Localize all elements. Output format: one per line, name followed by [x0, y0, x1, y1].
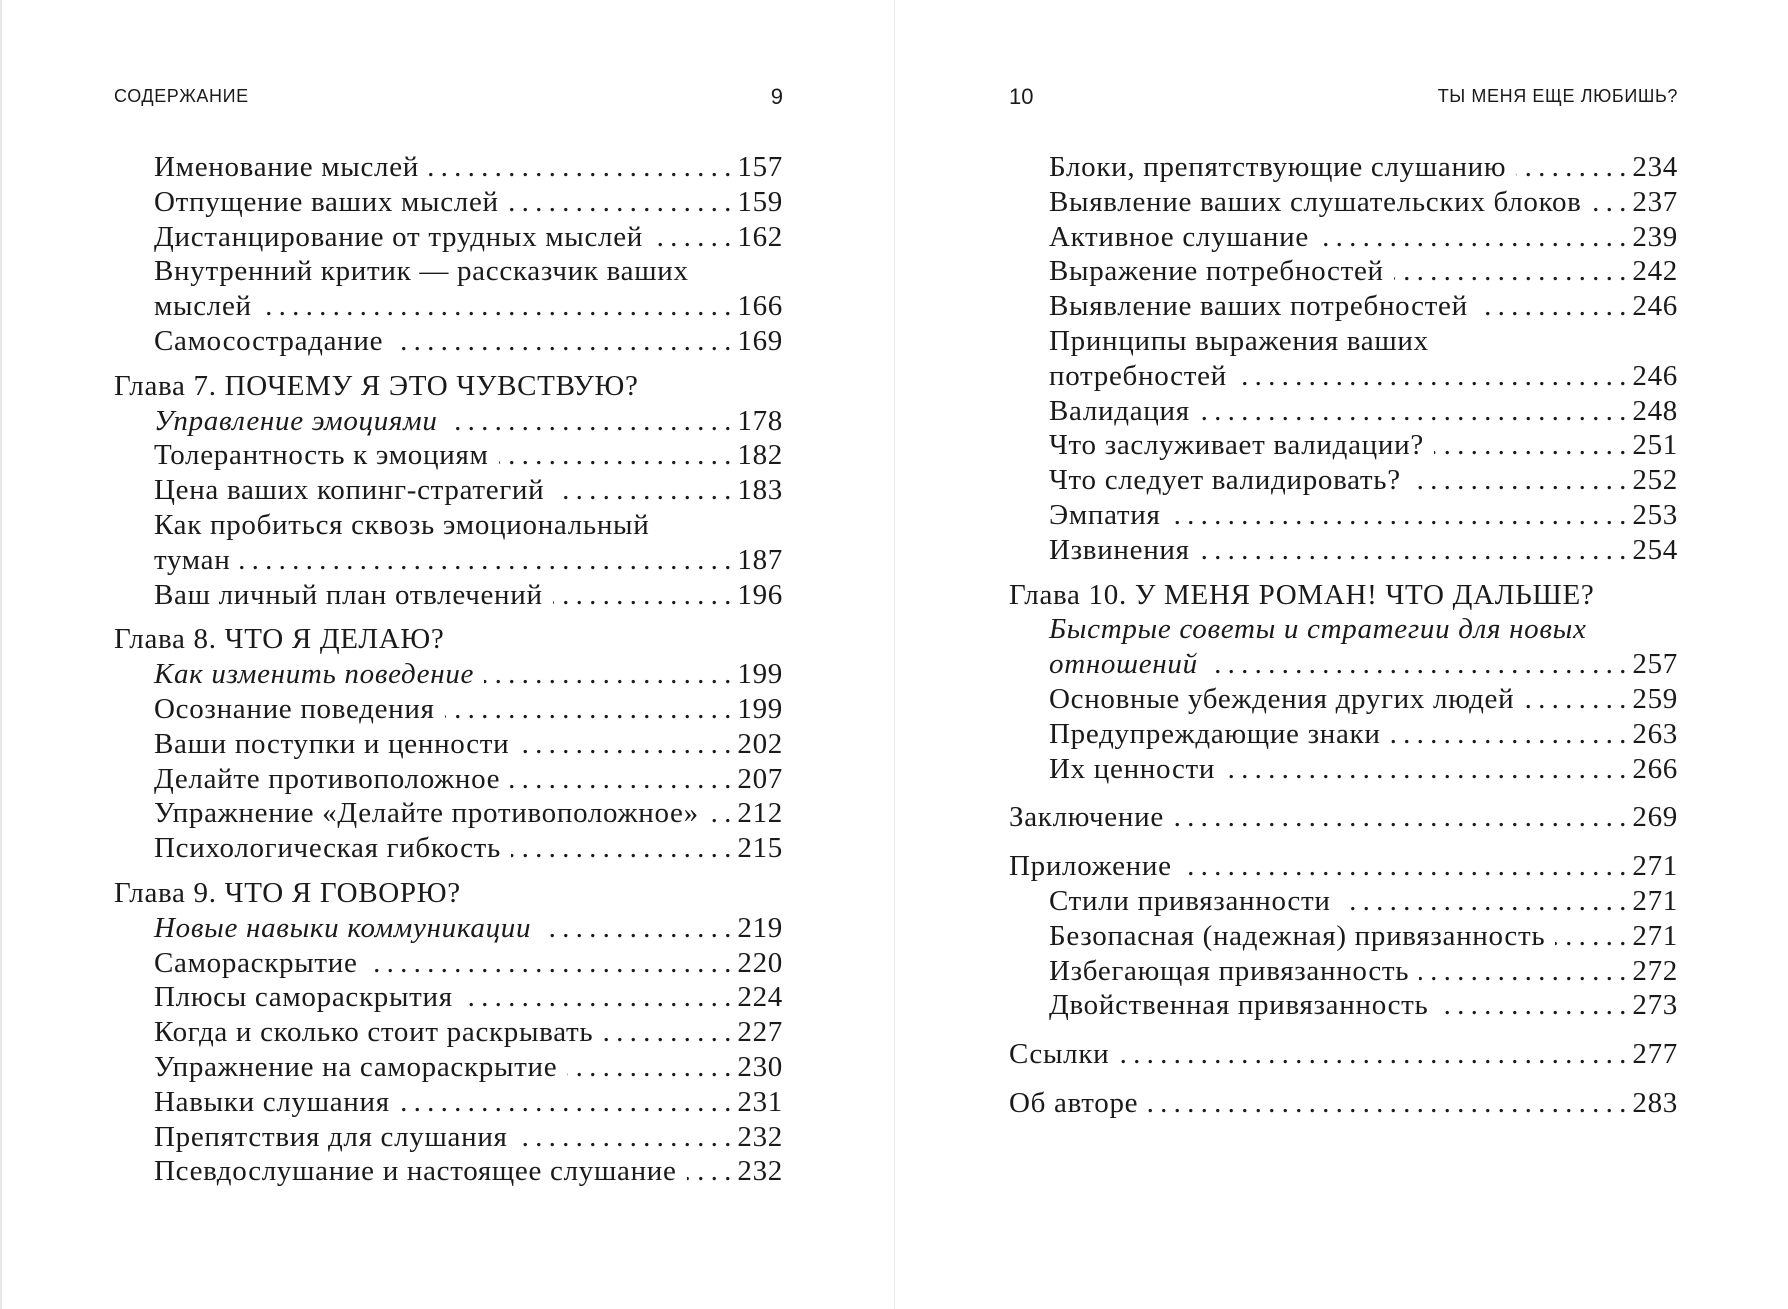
dot-leader — [1171, 498, 1627, 533]
entry-title: Псевдослушание и настоящее слушание — [154, 1155, 677, 1188]
entry-title: Новые навыки коммуникации — [154, 911, 532, 944]
dot-leader — [509, 185, 732, 220]
dot-leader — [445, 692, 732, 727]
dot-leader — [1200, 533, 1627, 568]
toc-section-entry — [114, 1085, 783, 1120]
toc-section-entry — [114, 692, 783, 727]
entry-title: Что заслуживает валидации? — [1049, 429, 1424, 462]
dot-leader — [1419, 954, 1626, 989]
entry-page-number: 266 — [1632, 752, 1678, 785]
dot-leader — [499, 438, 732, 473]
entry-page-number: 271 — [1632, 850, 1678, 883]
toc-chapter-entry — [1009, 800, 1678, 835]
right-page — [895, 0, 1788, 1309]
entry-title: Препятствия для слушания — [154, 1120, 508, 1153]
toc-chapter-entry — [114, 876, 783, 911]
dot-leader — [1592, 185, 1627, 220]
dot-leader — [1524, 682, 1626, 717]
entry-title: Глава 8. ЧТО Я ДЕЛАЮ? — [114, 623, 445, 656]
entry-title: Когда и сколько стоит раскрывать — [154, 1016, 594, 1049]
entry-title: потребностей — [1049, 359, 1227, 392]
entry-page-number: 234 — [1632, 151, 1678, 183]
entry-page-number: 166 — [737, 290, 783, 323]
entry-page-number: 259 — [1632, 682, 1678, 715]
toc-section-entry — [114, 404, 783, 439]
entry-title: Самораскрытие — [154, 946, 358, 979]
entry-title: Плюсы самораскрытия — [154, 981, 453, 1014]
dot-leader — [1434, 428, 1626, 463]
dot-leader — [1174, 800, 1627, 835]
toc-section-entry — [1009, 919, 1678, 954]
toc-section-entry — [114, 657, 783, 692]
entry-page-number: 232 — [737, 1155, 783, 1188]
dot-leader — [1341, 884, 1627, 919]
dot-leader — [519, 727, 731, 762]
entry-title: Ваши поступки и ценности — [154, 727, 510, 760]
toc-section-entry — [114, 980, 783, 1015]
toc-section-entry — [114, 796, 783, 831]
toc-section-entry — [1009, 289, 1678, 324]
running-head: ТЫ МЕНЯ ЕЩЕ ЛЮБИШЬ? — [1437, 86, 1678, 106]
toc-section-entry — [114, 1050, 783, 1085]
dot-leader — [518, 1120, 732, 1155]
running-head: СОДЕРЖАНИЕ — [114, 86, 249, 106]
entry-page-number: 252 — [1632, 464, 1678, 497]
dot-leader — [653, 220, 731, 255]
toc-section-entry — [1009, 752, 1678, 787]
entry-title: Как пробиться сквозь эмоциональный — [154, 508, 650, 541]
toc-section-entry — [1009, 498, 1678, 533]
dot-leader — [1478, 289, 1627, 324]
entry-page-number: 246 — [1632, 290, 1678, 323]
entry-title: Быстрые советы и стратегии для новых — [1049, 613, 1587, 646]
toc-section-entry — [114, 185, 783, 220]
entry-page-number: 215 — [737, 832, 783, 865]
dot-leader — [553, 578, 732, 613]
dot-leader — [1200, 394, 1627, 429]
entry-page-number: 162 — [737, 220, 783, 253]
entry-title: Делайте противоположное — [154, 762, 501, 795]
entry-title: Выявление ваших потребностей — [1049, 290, 1468, 323]
table-of-contents — [1009, 150, 1678, 1121]
entry-title: Ваш личный план отвлечений — [154, 578, 543, 611]
entry-title: Валидация — [1049, 394, 1190, 427]
entry-page-number: 230 — [737, 1050, 783, 1083]
entry-page-number: 224 — [737, 981, 783, 1014]
entry-title: Ссылки — [1009, 1038, 1110, 1071]
toc-section-entry — [114, 727, 783, 762]
entry-page-number: 251 — [1632, 429, 1678, 462]
dot-leader — [510, 762, 731, 797]
entry-page-number: 231 — [737, 1085, 783, 1118]
toc-section-entry — [1009, 884, 1678, 919]
entry-title: Самосострадание — [154, 324, 384, 357]
dot-leader — [484, 657, 731, 692]
toc-section-entry — [1009, 220, 1678, 255]
toc-chapter-entry — [1009, 578, 1678, 613]
entry-page-number: 271 — [1632, 884, 1678, 917]
toc-section-entry — [1009, 394, 1678, 429]
entry-page-number: 187 — [737, 543, 783, 576]
entry-page-number: 202 — [737, 727, 783, 760]
toc-section-entry — [1009, 463, 1678, 498]
entry-title: Стили привязанности — [1049, 884, 1331, 917]
entry-title: Глава 7. ПОЧЕМУ Я ЭТО ЧУВСТВУЮ? — [114, 369, 639, 402]
entry-page-number: 271 — [1632, 919, 1678, 952]
toc-section-entry — [1009, 185, 1678, 220]
toc-section-entry — [114, 1154, 783, 1189]
entry-page-number: 254 — [1632, 533, 1678, 566]
dot-leader — [1237, 359, 1627, 394]
entry-title: мыслей — [154, 290, 252, 323]
toc-section-entry — [1009, 150, 1678, 185]
dot-leader — [541, 911, 731, 946]
dot-leader — [1391, 717, 1627, 752]
entry-title: Об авторе — [1009, 1086, 1139, 1119]
dot-leader — [262, 289, 732, 324]
entry-title: Глава 9. ЧТО Я ГОВОРЮ? — [114, 876, 461, 909]
entry-page-number: 283 — [1632, 1086, 1678, 1119]
entry-page-number: 237 — [1632, 185, 1678, 218]
entry-page-number: 219 — [737, 911, 783, 944]
entry-page-number: 220 — [737, 946, 783, 979]
dot-leader — [400, 1085, 732, 1120]
toc-chapter-entry — [1009, 849, 1678, 884]
toc-section-entry — [1009, 682, 1678, 717]
entry-title: Предупреждающие знаки — [1049, 717, 1381, 750]
toc-section-entry — [114, 150, 783, 185]
dot-leader — [1411, 463, 1627, 498]
dot-leader — [368, 946, 732, 981]
entry-page-number: 182 — [737, 439, 783, 472]
entry-page-number: 212 — [737, 797, 783, 830]
entry-title: Психологическая гибкость — [154, 832, 501, 865]
toc-section-entry — [114, 438, 783, 473]
entry-title: Внутренний критик — рассказчик ваших — [154, 255, 689, 288]
toc-section-entry — [114, 1015, 783, 1050]
page-number: 9 — [770, 84, 783, 109]
dot-leader — [1148, 1086, 1626, 1121]
dot-leader — [709, 796, 732, 831]
toc-section-entry — [114, 1120, 783, 1155]
toc-chapter-entry — [1009, 1037, 1678, 1072]
dot-leader — [1516, 150, 1626, 185]
entry-page-number: 196 — [737, 578, 783, 611]
dot-leader — [687, 1154, 732, 1189]
dot-leader — [463, 980, 732, 1015]
dot-leader — [567, 1050, 731, 1085]
toc-section-entry — [1009, 428, 1678, 463]
entry-title: туман — [154, 543, 231, 576]
entry-title: Толерантность к эмоциям — [154, 439, 489, 472]
toc-section-entry — [1009, 954, 1678, 989]
entry-page-number: 269 — [1632, 801, 1678, 834]
dot-leader — [1438, 988, 1626, 1023]
dot-leader — [1319, 220, 1627, 255]
entry-page-number: 199 — [737, 658, 783, 691]
toc-chapter-entry — [1009, 1086, 1678, 1121]
entry-page-number: 239 — [1632, 220, 1678, 253]
entry-page-number: 227 — [737, 1016, 783, 1049]
entry-page-number: 232 — [737, 1120, 783, 1153]
entry-title: Дистанцирование от трудных мыслей — [154, 220, 644, 253]
entry-page-number: 253 — [1632, 498, 1678, 531]
dot-leader — [1119, 1037, 1626, 1072]
dot-leader — [448, 404, 732, 439]
entry-page-number: 246 — [1632, 359, 1678, 392]
dot-leader — [240, 543, 731, 578]
entry-title: Блоки, препятствующие слушанию — [1049, 151, 1507, 183]
entry-title: Выражение потребностей — [1049, 255, 1384, 288]
entry-page-number: 242 — [1632, 255, 1678, 288]
page-number: 10 — [1009, 84, 1034, 109]
entry-page-number: 199 — [737, 692, 783, 725]
entry-title: Как изменить поведение — [154, 658, 475, 691]
toc-section-entry — [114, 762, 783, 797]
entry-page-number: 169 — [737, 324, 783, 357]
entry-page-number: 159 — [737, 185, 783, 218]
entry-title: Безопасная (надежная) привязанность — [1049, 919, 1546, 952]
toc-section-entry — [1009, 612, 1678, 682]
toc-section-entry — [114, 831, 783, 866]
entry-title: Избегающая привязанность — [1049, 954, 1410, 987]
entry-title: Упражнение «Делайте противоположное» — [154, 797, 699, 830]
toc-section-entry — [114, 473, 783, 508]
dot-leader — [1225, 752, 1626, 787]
toc-section-entry — [114, 220, 783, 255]
dot-leader — [1555, 919, 1626, 954]
dot-leader — [429, 150, 731, 185]
table-of-contents — [114, 150, 783, 1189]
entry-page-number: 207 — [737, 762, 783, 795]
toc-section-entry — [114, 324, 783, 359]
toc-section-entry — [114, 578, 783, 613]
entry-title: Принципы выражения ваших — [1049, 324, 1429, 357]
toc-section-entry — [114, 508, 783, 578]
entry-title: Заключение — [1009, 801, 1164, 834]
entry-title: Отпущение ваших мыслей — [154, 185, 499, 218]
entry-page-number: 157 — [737, 151, 783, 183]
toc-section-entry — [1009, 988, 1678, 1023]
toc-section-entry — [1009, 717, 1678, 752]
entry-title: Приложение — [1009, 850, 1172, 883]
entry-title: Навыки слушания — [154, 1085, 390, 1118]
entry-page-number: 263 — [1632, 717, 1678, 750]
entry-page-number: 248 — [1632, 394, 1678, 427]
entry-title: Глава 10. У МЕНЯ РОМАН! ЧТО ДАЛЬШЕ? — [1009, 578, 1595, 611]
entry-title: Двойственная привязанность — [1049, 989, 1429, 1022]
entry-page-number: 257 — [1632, 648, 1678, 681]
toc-chapter-entry — [114, 622, 783, 657]
entry-title: Упражнение на самораскрытие — [154, 1050, 558, 1083]
dot-leader — [1208, 647, 1627, 682]
entry-title: Извинения — [1049, 533, 1190, 566]
entry-page-number: 273 — [1632, 989, 1678, 1022]
entry-title: отношений — [1049, 648, 1198, 681]
toc-section-entry — [114, 911, 783, 946]
toc-section-entry — [1009, 533, 1678, 568]
entry-title: Выявление ваших слушательских блоков — [1049, 185, 1582, 218]
dot-leader — [603, 1015, 731, 1050]
dot-leader — [1182, 849, 1627, 884]
entry-page-number: 277 — [1632, 1038, 1678, 1071]
entry-title: Основные убеждения других людей — [1049, 682, 1515, 715]
entry-page-number: 183 — [737, 474, 783, 507]
toc-section-entry — [1009, 324, 1678, 394]
dot-leader — [1394, 254, 1627, 289]
toc-section-entry — [114, 946, 783, 981]
dot-leader — [393, 324, 731, 359]
toc-chapter-entry — [114, 369, 783, 404]
entry-title: Цена ваших копинг-стратегий — [154, 474, 545, 507]
entry-title: Что следует валидировать? — [1049, 464, 1401, 497]
entry-title: Осознание поведения — [154, 692, 435, 725]
entry-title: Активное слушание — [1049, 220, 1309, 253]
entry-page-number: 272 — [1632, 954, 1678, 987]
dot-leader — [511, 831, 731, 866]
entry-title: Эмпатия — [1049, 498, 1161, 531]
entry-title: Именование мыслей — [154, 151, 419, 183]
toc-section-entry — [114, 254, 783, 324]
dot-leader — [554, 473, 731, 508]
entry-title: Их ценности — [1049, 752, 1216, 785]
toc-section-entry — [1009, 254, 1678, 289]
entry-page-number: 178 — [737, 404, 783, 437]
entry-title: Управление эмоциями — [154, 404, 438, 437]
